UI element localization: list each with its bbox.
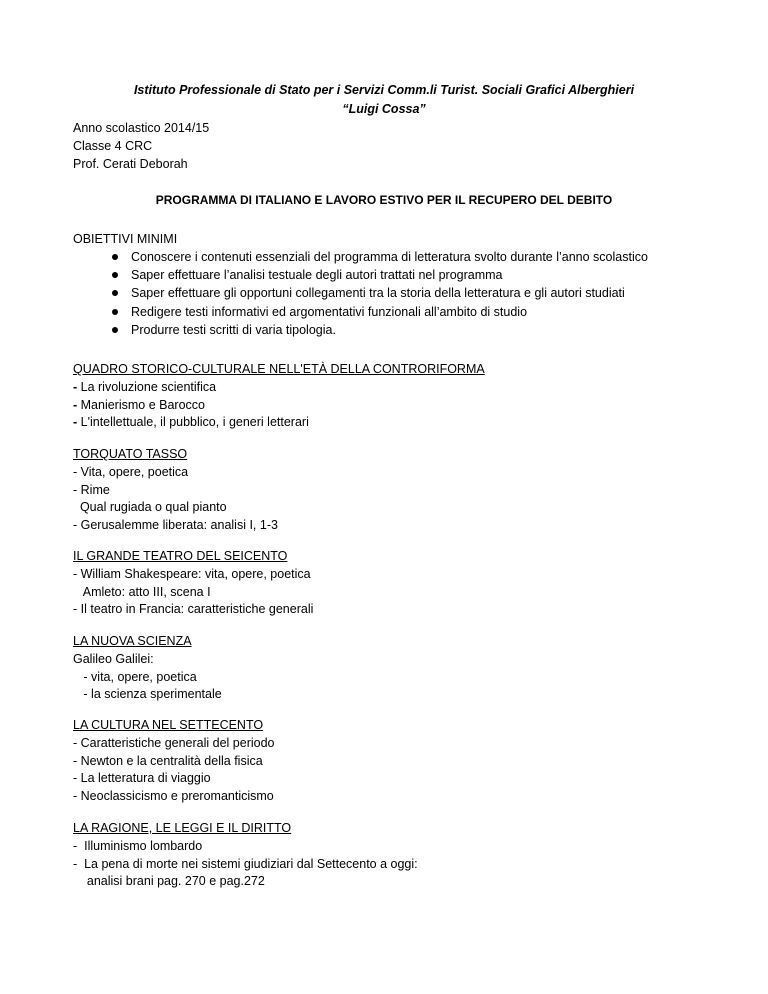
- section-controriforma: [73, 361, 485, 432]
- section-line: - La rivoluzione scientifica: [73, 379, 217, 394]
- section-line: - Manierismo e Barocco: [73, 397, 205, 412]
- section-line: - La pena di morte nei sistemi giudiziari dal Settecento a oggi:: [73, 856, 418, 871]
- section-line: - Rime: [73, 482, 110, 497]
- section-heading: LA NUOVA SCIENZA: [73, 634, 192, 648]
- bullet-icon: [112, 309, 118, 315]
- objective-item: Saper effettuare l’analisi testuale degli autori trattati nel programma: [112, 268, 503, 282]
- school-year: Anno scolastico 2014/15: [73, 121, 210, 135]
- section-line: - Il teatro in Francia: caratteristiche generali: [73, 602, 314, 617]
- bullet-icon: [112, 327, 118, 333]
- objective-item: Redigere testi informativi ed argomentativi funzionali all’ambito di studio: [112, 305, 527, 319]
- class-label: Classe 4 CRC: [73, 139, 153, 153]
- teacher-name: Prof. Cerati Deborah: [73, 157, 188, 171]
- section-settecento: [73, 717, 275, 806]
- objective-item: Saper effettuare gli opportuni collegamenti tra la storia della letteratura e gli autori studiati: [112, 286, 625, 300]
- section-line: - Vita, opere, poetica: [73, 464, 189, 479]
- section-heading: TORQUATO TASSO: [73, 447, 188, 461]
- section-tasso: [73, 446, 278, 535]
- document-title: PROGRAMMA DI ITALIANO E LAVORO ESTIVO PER IL RECUPERO DEL DEBITO: [155, 193, 613, 207]
- bullet-icon: [112, 290, 118, 296]
- section-heading: QUADRO STORICO-CULTURALE NELL'ETÀ DELLA CONTRORIFORMA: [73, 362, 485, 376]
- section-line: - Neoclassicismo e preromanticismo: [73, 789, 274, 804]
- section-scienza: [73, 633, 222, 704]
- section-teatro: [73, 548, 313, 619]
- institute-header: Istituto Professionale di Stato per i Servizi Comm.li Turist. Sociali Grafici Alberghieri: [133, 83, 635, 97]
- objective-item: Conoscere i contenuti essenziali del programma di letteratura svolto durante l’anno scolastico: [112, 250, 648, 264]
- section-line: - William Shakespeare: vita, opere, poetica: [73, 566, 311, 581]
- bullet-icon: [112, 254, 118, 260]
- section-line: - Gerusalemme liberata: analisi I, 1-3: [73, 518, 278, 533]
- section-heading: LA CULTURA NEL SETTECENTO: [73, 718, 264, 732]
- school-name: “Luigi Cossa”: [342, 102, 426, 116]
- section-line: - Illuminismo lombardo: [73, 838, 203, 853]
- section-line: - Caratteristiche generali del periodo: [73, 735, 275, 750]
- section-line: - vita, opere, poetica: [73, 669, 197, 684]
- objective-item: Produrre testi scritti di varia tipologia.: [112, 323, 336, 337]
- bullet-icon: [112, 272, 118, 278]
- section-line: Amleto: atto III, scena I: [73, 584, 211, 599]
- section-line: - L'intellettuale, il pubblico, i generi letterari: [73, 415, 309, 430]
- section-line: - Newton e la centralità della fisica: [73, 753, 263, 768]
- section-line: Qual rugiada o qual pianto: [73, 500, 227, 515]
- section-line: - la scienza sperimentale: [73, 687, 222, 702]
- section-heading: LA RAGIONE, LE LEGGI E IL DIRITTO: [73, 821, 292, 835]
- section-ragione: [73, 820, 418, 891]
- section-line: Galileo Galilei:: [73, 651, 154, 666]
- section-line: analisi brani pag. 270 e pag.272: [73, 874, 265, 889]
- section-heading: IL GRANDE TEATRO DEL SEICENTO: [73, 549, 288, 563]
- objectives-heading: OBIETTIVI MINIMI: [73, 232, 178, 246]
- section-line: - La letteratura di viaggio: [73, 771, 211, 786]
